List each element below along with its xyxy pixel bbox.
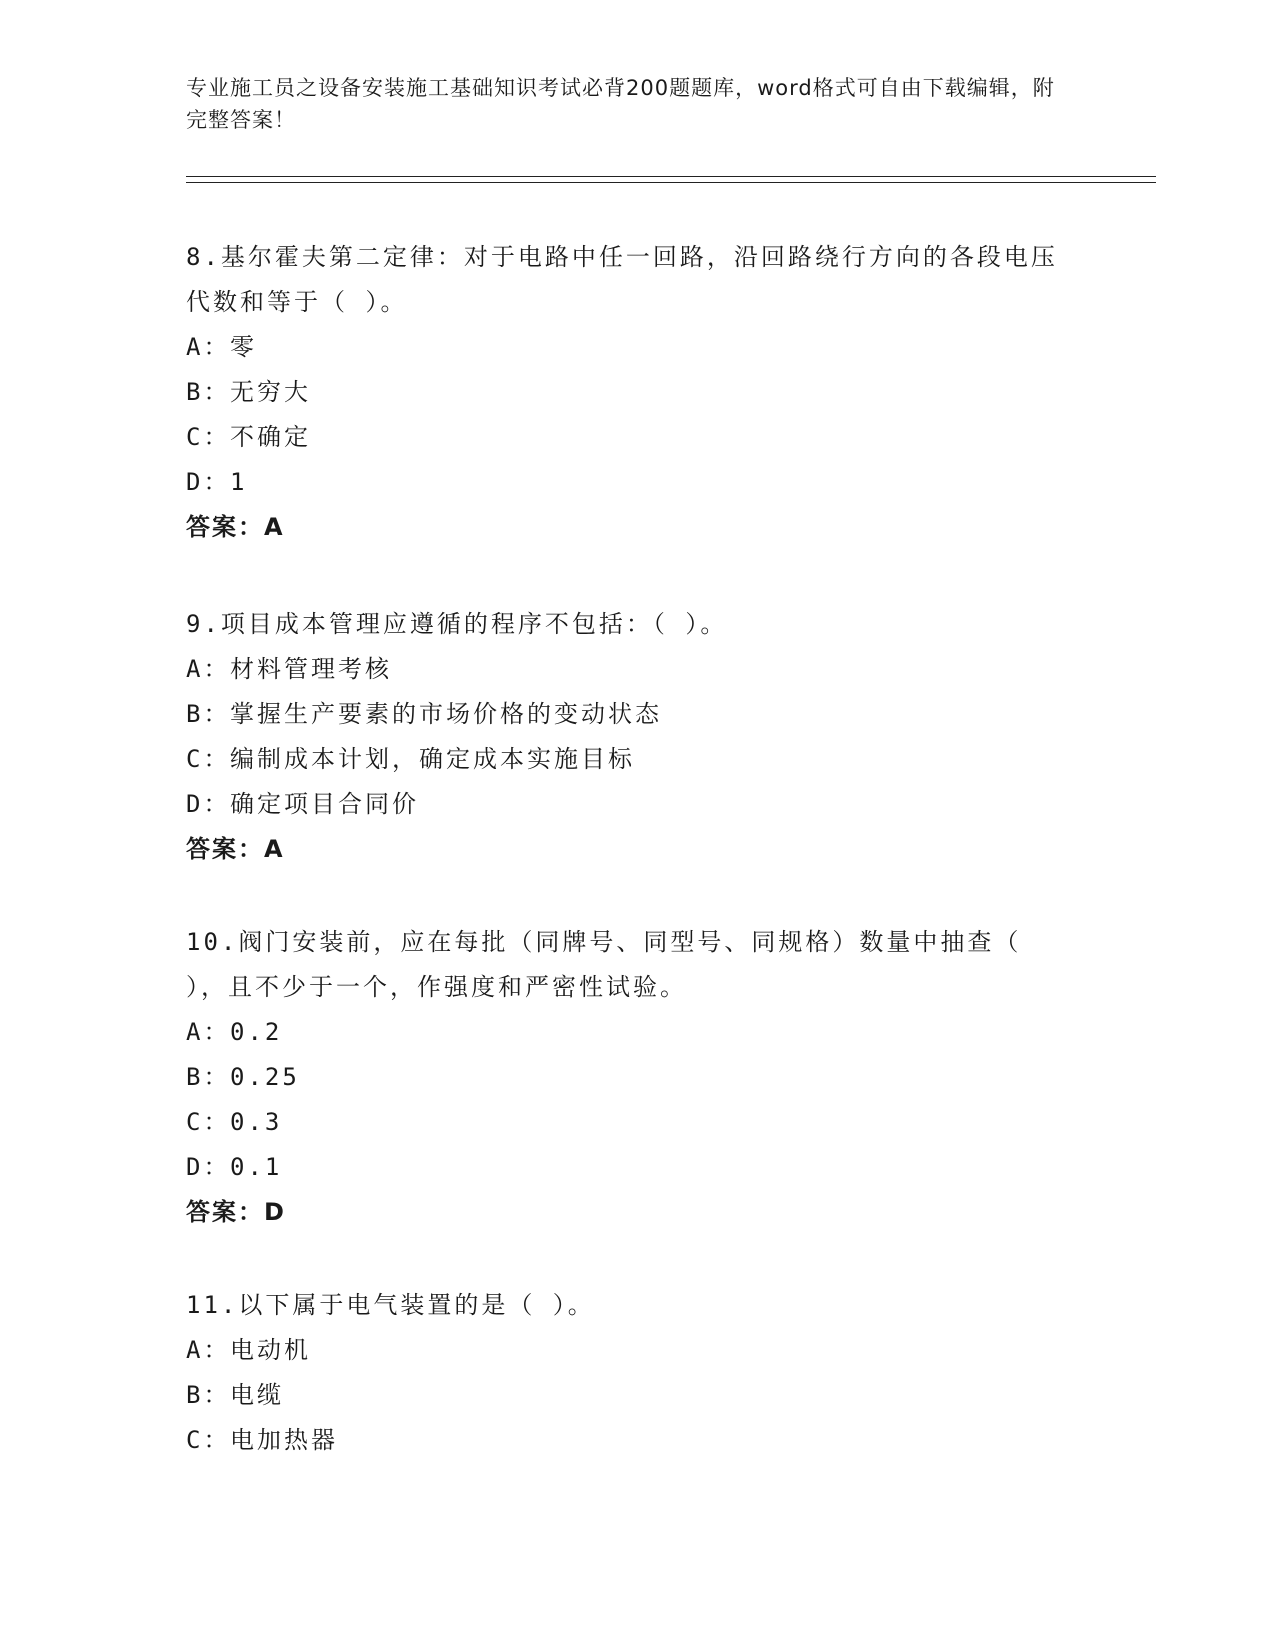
answer: 答案：D	[186, 1198, 286, 1226]
option-text: 掌握生产要素的市场价格的变动状态	[230, 700, 662, 728]
option-a	[186, 647, 1076, 692]
question-stem: 8.基尔霍夫第二定律：对于电路中任一回路，沿回路绕行方向的各段电压代数和等于（ ）。	[186, 243, 1058, 316]
option-text: 电动机	[230, 1336, 311, 1364]
option-b	[186, 1373, 1076, 1418]
option-key: D：	[186, 1153, 231, 1181]
answer: 答案：A	[186, 513, 285, 541]
option-text: 电加热器	[230, 1426, 338, 1454]
option-text: 确定项目合同价	[230, 790, 419, 818]
option-text: 0.2	[230, 1018, 283, 1046]
option-a	[186, 325, 1076, 370]
option-key: D：	[186, 468, 231, 496]
option-text: 不确定	[230, 423, 311, 451]
question-10	[186, 920, 1076, 1235]
option-b	[186, 692, 1076, 737]
option-key: B：	[186, 1063, 231, 1091]
option-d	[186, 1145, 1076, 1190]
header-divider-top	[186, 176, 1156, 177]
question-stem: 9.项目成本管理应遵循的程序不包括：（ ）。	[186, 610, 728, 638]
option-c	[186, 1418, 1076, 1463]
option-key: B：	[186, 1381, 231, 1409]
question-8	[186, 235, 1076, 550]
option-text: 材料管理考核	[230, 655, 392, 683]
option-a	[186, 1328, 1076, 1373]
answer: 答案：A	[186, 835, 285, 863]
option-d	[186, 782, 1076, 827]
option-text: 无穷大	[230, 378, 311, 406]
question-stem: 10.阀门安装前，应在每批（同牌号、同型号、同规格）数量中抽查（ ），且不少于一个，作强度和严密性试验。	[186, 928, 1022, 1001]
option-key: B：	[186, 700, 231, 728]
option-a	[186, 1010, 1076, 1055]
option-key: C：	[186, 423, 231, 451]
option-text: 0.25	[230, 1063, 300, 1091]
option-key: D：	[186, 790, 231, 818]
option-c	[186, 415, 1076, 460]
option-key: A：	[186, 1336, 231, 1364]
question-stem: 11.以下属于电气装置的是（ ）。	[186, 1291, 595, 1319]
option-b	[186, 370, 1076, 415]
option-text: 1	[230, 468, 248, 496]
option-key: C：	[186, 745, 231, 773]
option-text: 0.3	[230, 1108, 283, 1136]
option-text: 电缆	[230, 1381, 284, 1409]
header-divider-bottom	[186, 182, 1156, 183]
question-11	[186, 1283, 1076, 1463]
option-text: 0.1	[230, 1153, 283, 1181]
option-key: A：	[186, 1018, 231, 1046]
option-c	[186, 1100, 1076, 1145]
option-key: C：	[186, 1108, 231, 1136]
option-key: B：	[186, 378, 231, 406]
question-9	[186, 602, 1076, 872]
option-text: 零	[230, 333, 257, 361]
option-key: C：	[186, 1426, 231, 1454]
option-key: A：	[186, 655, 231, 683]
document-header: 专业施工员之设备安装施工基础知识考试必背200题题库，word格式可自由下载编辑，附完整答案！	[186, 76, 1055, 132]
option-key: A：	[186, 333, 231, 361]
option-d	[186, 460, 1076, 505]
option-c	[186, 737, 1076, 782]
option-b	[186, 1055, 1076, 1100]
option-text: 编制成本计划，确定成本实施目标	[230, 745, 635, 773]
